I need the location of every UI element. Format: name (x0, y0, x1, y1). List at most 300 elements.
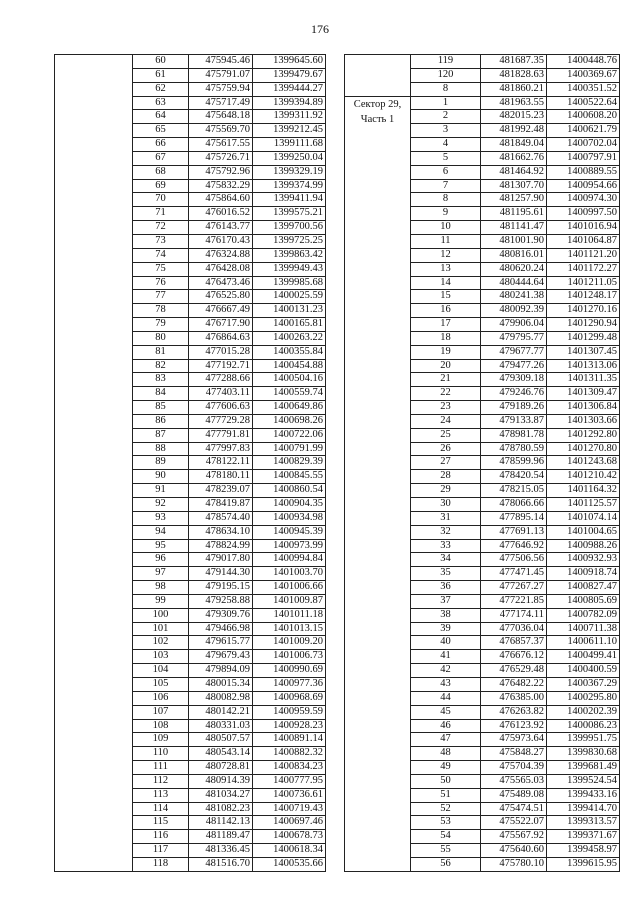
y-coordinate-cell: 1400263.22 (253, 331, 326, 345)
point-number-cell: 29 (411, 484, 481, 498)
point-number-cell: 16 (411, 304, 481, 318)
y-coordinate-cell: 1400797.91 (547, 151, 620, 165)
point-number-cell: 32 (411, 525, 481, 539)
point-number-cell: 81 (133, 345, 189, 359)
y-coordinate-cell: 1400997.50 (547, 207, 620, 221)
x-coordinate-cell: 480142.21 (189, 705, 253, 719)
y-coordinate-cell: 1401307.45 (547, 345, 620, 359)
x-coordinate-cell: 477691.13 (481, 525, 547, 539)
point-number-cell: 69 (133, 179, 189, 193)
sector-cell (345, 96, 411, 871)
point-number-cell: 98 (133, 581, 189, 595)
x-coordinate-cell: 480543.14 (189, 747, 253, 761)
y-coordinate-cell: 1399433.16 (547, 788, 620, 802)
y-coordinate-cell: 1401121.20 (547, 248, 620, 262)
x-coordinate-cell: 481001.90 (481, 234, 547, 248)
y-coordinate-cell: 1401004.65 (547, 525, 620, 539)
point-number-cell: 63 (133, 96, 189, 110)
y-coordinate-cell: 1401013.15 (253, 622, 326, 636)
point-number-cell: 117 (133, 844, 189, 858)
y-coordinate-cell: 1400618.34 (253, 844, 326, 858)
y-coordinate-cell: 1400736.61 (253, 788, 326, 802)
point-number-cell: 116 (133, 830, 189, 844)
x-coordinate-cell: 478780.59 (481, 442, 547, 456)
point-number-cell: 112 (133, 774, 189, 788)
point-number-cell: 106 (133, 691, 189, 705)
x-coordinate-cell: 479144.30 (189, 567, 253, 581)
point-number-cell: 110 (133, 747, 189, 761)
point-number-cell: 17 (411, 318, 481, 332)
x-coordinate-cell: 476864.63 (189, 331, 253, 345)
point-number-cell: 47 (411, 733, 481, 747)
point-number-cell: 44 (411, 691, 481, 705)
x-coordinate-cell: 481142.13 (189, 816, 253, 830)
point-number-cell: 54 (411, 830, 481, 844)
x-coordinate-cell: 479677.77 (481, 345, 547, 359)
x-coordinate-cell: 478419.87 (189, 498, 253, 512)
x-coordinate-cell: 479894.09 (189, 664, 253, 678)
point-number-cell: 6 (411, 165, 481, 179)
point-number-cell: 1 (411, 96, 481, 110)
y-coordinate-cell: 1400454.88 (253, 359, 326, 373)
x-coordinate-cell: 481464.92 (481, 165, 547, 179)
point-number-cell: 95 (133, 539, 189, 553)
point-number-cell: 93 (133, 511, 189, 525)
x-coordinate-cell: 481307.70 (481, 179, 547, 193)
x-coordinate-cell: 475474.51 (481, 802, 547, 816)
y-coordinate-cell: 1400834.23 (253, 761, 326, 775)
y-coordinate-cell: 1400351.52 (547, 82, 620, 96)
y-coordinate-cell: 1401292.80 (547, 428, 620, 442)
point-number-cell: 62 (133, 82, 189, 96)
x-coordinate-cell: 480816.01 (481, 248, 547, 262)
point-number-cell: 78 (133, 304, 189, 318)
point-number-cell: 43 (411, 677, 481, 691)
y-coordinate-cell: 1400535.66 (253, 857, 326, 871)
x-coordinate-cell: 477895.14 (481, 511, 547, 525)
y-coordinate-cell: 1400369.67 (547, 68, 620, 82)
y-coordinate-cell: 1399645.60 (253, 55, 326, 69)
point-number-cell: 92 (133, 498, 189, 512)
x-coordinate-cell: 477192.71 (189, 359, 253, 373)
y-coordinate-cell: 1399524.54 (547, 774, 620, 788)
x-coordinate-cell: 479195.15 (189, 581, 253, 595)
y-coordinate-cell: 1400448.76 (547, 55, 620, 69)
x-coordinate-cell: 478824.99 (189, 539, 253, 553)
x-coordinate-cell: 475945.46 (189, 55, 253, 69)
point-number-cell: 35 (411, 567, 481, 581)
point-number-cell: 66 (133, 138, 189, 152)
coordinates-table-right (344, 54, 620, 872)
x-coordinate-cell: 480620.24 (481, 262, 547, 276)
y-coordinate-cell: 1400131.23 (253, 304, 326, 318)
y-coordinate-cell: 1400934.98 (253, 511, 326, 525)
x-coordinate-cell: 479906.04 (481, 318, 547, 332)
x-coordinate-cell: 479679.43 (189, 650, 253, 664)
y-coordinate-cell: 1401172.27 (547, 262, 620, 276)
x-coordinate-cell: 475617.55 (189, 138, 253, 152)
y-coordinate-cell: 1399949.43 (253, 262, 326, 276)
y-coordinate-cell: 1401016.94 (547, 221, 620, 235)
x-coordinate-cell: 477471.45 (481, 567, 547, 581)
table-row (55, 55, 326, 69)
point-number-cell: 101 (133, 622, 189, 636)
x-coordinate-cell: 481189.47 (189, 830, 253, 844)
point-number-cell: 73 (133, 234, 189, 248)
y-coordinate-cell: 1400400.59 (547, 664, 620, 678)
point-number-cell: 61 (133, 68, 189, 82)
y-coordinate-cell: 1400697.46 (253, 816, 326, 830)
x-coordinate-cell: 476385.00 (481, 691, 547, 705)
point-number-cell: 90 (133, 470, 189, 484)
point-number-cell: 72 (133, 221, 189, 235)
point-number-cell: 79 (133, 318, 189, 332)
y-coordinate-cell: 1400504.16 (253, 373, 326, 387)
x-coordinate-cell: 477997.83 (189, 442, 253, 456)
y-coordinate-cell: 1400611.10 (547, 636, 620, 650)
x-coordinate-cell: 479309.76 (189, 608, 253, 622)
y-coordinate-cell: 1401248.17 (547, 290, 620, 304)
point-number-cell: 99 (133, 594, 189, 608)
x-coordinate-cell: 476525.80 (189, 290, 253, 304)
point-number-cell: 23 (411, 401, 481, 415)
y-coordinate-cell: 1401313.06 (547, 359, 620, 373)
y-coordinate-cell: 1400782.09 (547, 608, 620, 622)
point-number-cell: 55 (411, 844, 481, 858)
point-number-cell: 75 (133, 262, 189, 276)
point-number-cell: 100 (133, 608, 189, 622)
point-number-cell: 102 (133, 636, 189, 650)
sector-label-line1: Сектор 29, (353, 98, 402, 110)
x-coordinate-cell: 479133.87 (481, 414, 547, 428)
x-coordinate-cell: 477267.27 (481, 581, 547, 595)
point-number-cell: 68 (133, 165, 189, 179)
y-coordinate-cell: 1400959.59 (253, 705, 326, 719)
x-coordinate-cell: 479477.26 (481, 359, 547, 373)
x-coordinate-cell: 481662.76 (481, 151, 547, 165)
x-coordinate-cell: 476123.92 (481, 719, 547, 733)
y-coordinate-cell: 1400559.74 (253, 387, 326, 401)
y-coordinate-cell: 1400882.32 (253, 747, 326, 761)
point-number-cell: 109 (133, 733, 189, 747)
x-coordinate-cell: 477729.28 (189, 414, 253, 428)
point-number-cell: 52 (411, 802, 481, 816)
x-coordinate-cell: 481849.04 (481, 138, 547, 152)
x-coordinate-cell: 476428.08 (189, 262, 253, 276)
x-coordinate-cell: 476676.12 (481, 650, 547, 664)
y-coordinate-cell: 1400522.64 (547, 96, 620, 110)
point-number-cell: 60 (133, 55, 189, 69)
y-coordinate-cell: 1401011.18 (253, 608, 326, 622)
x-coordinate-cell: 476473.46 (189, 276, 253, 290)
x-coordinate-cell: 475832.29 (189, 179, 253, 193)
y-coordinate-cell: 1399700.56 (253, 221, 326, 235)
point-number-cell: 65 (133, 124, 189, 138)
x-coordinate-cell: 478420.54 (481, 470, 547, 484)
point-number-cell: 3 (411, 124, 481, 138)
x-coordinate-cell: 481687.35 (481, 55, 547, 69)
sector-cell (55, 55, 133, 872)
x-coordinate-cell: 476717.90 (189, 318, 253, 332)
y-coordinate-cell: 1400367.29 (547, 677, 620, 691)
point-number-cell: 67 (133, 151, 189, 165)
y-coordinate-cell: 1399250.04 (253, 151, 326, 165)
table-row (345, 96, 620, 110)
y-coordinate-cell: 1399394.89 (253, 96, 326, 110)
point-number-cell: 77 (133, 290, 189, 304)
point-number-cell: 31 (411, 511, 481, 525)
y-coordinate-cell: 1400698.26 (253, 414, 326, 428)
x-coordinate-cell: 475792.96 (189, 165, 253, 179)
point-number-cell: 21 (411, 373, 481, 387)
point-number-cell: 103 (133, 650, 189, 664)
y-coordinate-cell: 1399329.19 (253, 165, 326, 179)
point-number-cell: 108 (133, 719, 189, 733)
point-number-cell: 40 (411, 636, 481, 650)
x-coordinate-cell: 476263.82 (481, 705, 547, 719)
point-number-cell: 74 (133, 248, 189, 262)
x-coordinate-cell: 480241.38 (481, 290, 547, 304)
x-coordinate-cell: 478122.11 (189, 456, 253, 470)
point-number-cell: 53 (411, 816, 481, 830)
point-number-cell: 70 (133, 193, 189, 207)
x-coordinate-cell: 478599.96 (481, 456, 547, 470)
x-coordinate-cell: 481828.63 (481, 68, 547, 82)
x-coordinate-cell: 480082.98 (189, 691, 253, 705)
point-number-cell: 56 (411, 857, 481, 871)
x-coordinate-cell: 481992.48 (481, 124, 547, 138)
y-coordinate-cell: 1400355.84 (253, 345, 326, 359)
y-coordinate-cell: 1399951.75 (547, 733, 620, 747)
y-coordinate-cell: 1399111.68 (253, 138, 326, 152)
point-number-cell: 24 (411, 414, 481, 428)
y-coordinate-cell: 1400988.26 (547, 539, 620, 553)
point-number-cell: 115 (133, 816, 189, 830)
y-coordinate-cell: 1401125.57 (547, 498, 620, 512)
x-coordinate-cell: 479017.80 (189, 553, 253, 567)
y-coordinate-cell: 1399313.57 (547, 816, 620, 830)
x-coordinate-cell: 477174.11 (481, 608, 547, 622)
y-coordinate-cell: 1401074.14 (547, 511, 620, 525)
y-coordinate-cell: 1401009.87 (253, 594, 326, 608)
x-coordinate-cell: 475648.18 (189, 110, 253, 124)
y-coordinate-cell: 1400722.06 (253, 428, 326, 442)
point-number-cell: 13 (411, 262, 481, 276)
point-number-cell: 86 (133, 414, 189, 428)
coordinates-table-left (54, 54, 326, 872)
y-coordinate-cell: 1399311.92 (253, 110, 326, 124)
x-coordinate-cell: 481257.90 (481, 193, 547, 207)
x-coordinate-cell: 475567.92 (481, 830, 547, 844)
x-coordinate-cell: 477506.56 (481, 553, 547, 567)
point-number-cell: 8 (411, 82, 481, 96)
y-coordinate-cell: 1401003.70 (253, 567, 326, 581)
x-coordinate-cell: 480015.34 (189, 677, 253, 691)
point-number-cell: 104 (133, 664, 189, 678)
y-coordinate-cell: 1400649.86 (253, 401, 326, 415)
x-coordinate-cell: 475973.64 (481, 733, 547, 747)
point-number-cell: 25 (411, 428, 481, 442)
y-coordinate-cell: 1400860.54 (253, 484, 326, 498)
x-coordinate-cell: 481195.61 (481, 207, 547, 221)
y-coordinate-cell: 1400968.69 (253, 691, 326, 705)
point-number-cell: 5 (411, 151, 481, 165)
y-coordinate-cell: 1399985.68 (253, 276, 326, 290)
y-coordinate-cell: 1401290.94 (547, 318, 620, 332)
y-coordinate-cell: 1399374.99 (253, 179, 326, 193)
x-coordinate-cell: 475565.03 (481, 774, 547, 788)
page-number: 176 (311, 22, 329, 36)
point-number-cell: 30 (411, 498, 481, 512)
table-row (345, 55, 620, 69)
y-coordinate-cell: 1399411.94 (253, 193, 326, 207)
point-number-cell: 14 (411, 276, 481, 290)
point-number-cell: 118 (133, 857, 189, 871)
x-coordinate-cell: 478215.05 (481, 484, 547, 498)
y-coordinate-cell: 1400932.93 (547, 553, 620, 567)
x-coordinate-cell: 479189.26 (481, 401, 547, 415)
point-number-cell: 26 (411, 442, 481, 456)
point-number-cell: 51 (411, 788, 481, 802)
point-number-cell: 64 (133, 110, 189, 124)
x-coordinate-cell: 479246.76 (481, 387, 547, 401)
x-coordinate-cell: 477221.85 (481, 594, 547, 608)
y-coordinate-cell: 1400904.35 (253, 498, 326, 512)
x-coordinate-cell: 479258.88 (189, 594, 253, 608)
point-number-cell: 85 (133, 401, 189, 415)
sector-label-line2: Часть 1 (360, 113, 395, 125)
point-number-cell: 94 (133, 525, 189, 539)
y-coordinate-cell: 1401243.68 (547, 456, 620, 470)
point-number-cell: 96 (133, 553, 189, 567)
x-coordinate-cell: 479795.77 (481, 331, 547, 345)
y-coordinate-cell: 1400805.69 (547, 594, 620, 608)
point-number-cell: 48 (411, 747, 481, 761)
y-coordinate-cell: 1400702.04 (547, 138, 620, 152)
x-coordinate-cell: 475759.94 (189, 82, 253, 96)
point-number-cell: 33 (411, 539, 481, 553)
x-coordinate-cell: 477791.81 (189, 428, 253, 442)
y-coordinate-cell: 1399444.27 (253, 82, 326, 96)
point-number-cell: 34 (411, 553, 481, 567)
y-coordinate-cell: 1401164.32 (547, 484, 620, 498)
x-coordinate-cell: 477015.28 (189, 345, 253, 359)
y-coordinate-cell: 1400678.73 (253, 830, 326, 844)
x-coordinate-cell: 481516.70 (189, 857, 253, 871)
y-coordinate-cell: 1401006.73 (253, 650, 326, 664)
x-coordinate-cell: 476016.52 (189, 207, 253, 221)
point-number-cell: 105 (133, 677, 189, 691)
y-coordinate-cell: 1400928.23 (253, 719, 326, 733)
y-coordinate-cell: 1400827.47 (547, 581, 620, 595)
y-coordinate-cell: 1400711.38 (547, 622, 620, 636)
x-coordinate-cell: 475704.39 (481, 761, 547, 775)
y-coordinate-cell: 1401309.47 (547, 387, 620, 401)
x-coordinate-cell: 477036.04 (481, 622, 547, 636)
point-number-cell: 7 (411, 179, 481, 193)
y-coordinate-cell: 1400829.39 (253, 456, 326, 470)
point-number-cell: 76 (133, 276, 189, 290)
point-number-cell: 27 (411, 456, 481, 470)
y-coordinate-cell: 1400891.14 (253, 733, 326, 747)
x-coordinate-cell: 477288.66 (189, 373, 253, 387)
x-coordinate-cell: 477646.92 (481, 539, 547, 553)
point-number-cell: 41 (411, 650, 481, 664)
point-number-cell: 119 (411, 55, 481, 69)
y-coordinate-cell: 1399863.42 (253, 248, 326, 262)
point-number-cell: 46 (411, 719, 481, 733)
x-coordinate-cell: 481141.47 (481, 221, 547, 235)
y-coordinate-cell: 1400025.59 (253, 290, 326, 304)
x-coordinate-cell: 475717.49 (189, 96, 253, 110)
y-coordinate-cell: 1400165.81 (253, 318, 326, 332)
x-coordinate-cell: 480444.64 (481, 276, 547, 290)
x-coordinate-cell: 480092.39 (481, 304, 547, 318)
y-coordinate-cell: 1400719.43 (253, 802, 326, 816)
x-coordinate-cell: 475780.10 (481, 857, 547, 871)
y-coordinate-cell: 1400086.23 (547, 719, 620, 733)
y-coordinate-cell: 1400990.69 (253, 664, 326, 678)
x-coordinate-cell: 481082.23 (189, 802, 253, 816)
y-coordinate-cell: 1399479.67 (253, 68, 326, 82)
point-number-cell: 10 (411, 221, 481, 235)
y-coordinate-cell: 1400845.55 (253, 470, 326, 484)
x-coordinate-cell: 481336.45 (189, 844, 253, 858)
point-number-cell: 2 (411, 110, 481, 124)
point-number-cell: 12 (411, 248, 481, 262)
y-coordinate-cell: 1401306.84 (547, 401, 620, 415)
point-number-cell: 36 (411, 581, 481, 595)
y-coordinate-cell: 1400621.79 (547, 124, 620, 138)
point-number-cell: 111 (133, 761, 189, 775)
y-coordinate-cell: 1400889.55 (547, 165, 620, 179)
y-coordinate-cell: 1399575.21 (253, 207, 326, 221)
sector-cell (345, 55, 411, 97)
y-coordinate-cell: 1400791.99 (253, 442, 326, 456)
point-number-cell: 114 (133, 802, 189, 816)
x-coordinate-cell: 475522.07 (481, 816, 547, 830)
point-number-cell: 113 (133, 788, 189, 802)
y-coordinate-cell: 1399830.68 (547, 747, 620, 761)
point-number-cell: 80 (133, 331, 189, 345)
point-number-cell: 107 (133, 705, 189, 719)
x-coordinate-cell: 475640.60 (481, 844, 547, 858)
x-coordinate-cell: 480507.57 (189, 733, 253, 747)
point-number-cell: 15 (411, 290, 481, 304)
x-coordinate-cell: 479615.77 (189, 636, 253, 650)
x-coordinate-cell: 482015.23 (481, 110, 547, 124)
point-number-cell: 8 (411, 193, 481, 207)
y-coordinate-cell: 1401210.42 (547, 470, 620, 484)
y-coordinate-cell: 1401303.66 (547, 414, 620, 428)
point-number-cell: 97 (133, 567, 189, 581)
point-number-cell: 87 (133, 428, 189, 442)
x-coordinate-cell: 475489.08 (481, 788, 547, 802)
y-coordinate-cell: 1401311.35 (547, 373, 620, 387)
y-coordinate-cell: 1400973.99 (253, 539, 326, 553)
x-coordinate-cell: 475726.71 (189, 151, 253, 165)
y-coordinate-cell: 1401064.87 (547, 234, 620, 248)
x-coordinate-cell: 477403.11 (189, 387, 253, 401)
point-number-cell: 20 (411, 359, 481, 373)
y-coordinate-cell: 1399212.45 (253, 124, 326, 138)
x-coordinate-cell: 478634.10 (189, 525, 253, 539)
y-coordinate-cell: 1401270.16 (547, 304, 620, 318)
point-number-cell: 45 (411, 705, 481, 719)
point-number-cell: 38 (411, 608, 481, 622)
y-coordinate-cell: 1399615.95 (547, 857, 620, 871)
y-coordinate-cell: 1401270.80 (547, 442, 620, 456)
